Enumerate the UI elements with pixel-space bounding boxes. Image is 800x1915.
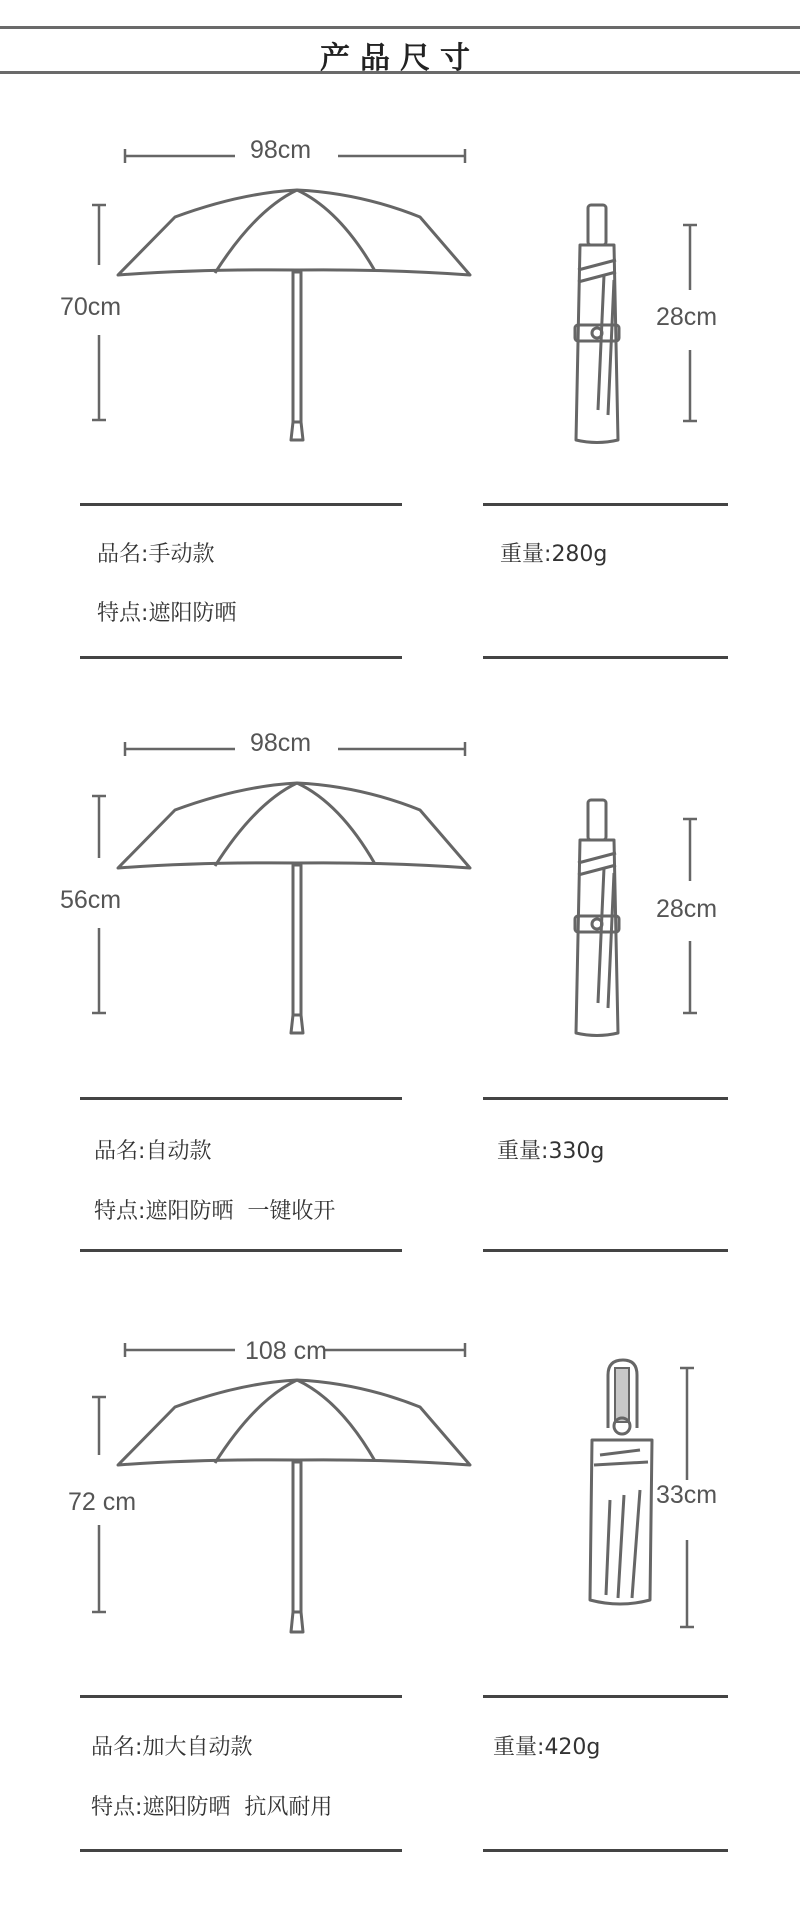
divider xyxy=(80,1097,402,1100)
product-section-large-auto xyxy=(0,1300,800,1860)
folded-umbrella-diagram xyxy=(570,703,740,1043)
folded-umbrella-diagram xyxy=(570,1300,740,1640)
folded-umbrella-diagram xyxy=(570,110,740,450)
width-dimension-label: 98cm xyxy=(250,136,312,164)
folded-length-label: 33cm xyxy=(656,1481,718,1509)
folded-length-label: 28cm xyxy=(656,303,718,331)
divider xyxy=(80,1249,402,1252)
divider xyxy=(483,1249,728,1252)
divider xyxy=(483,503,728,506)
height-dimension-label: 72 cm xyxy=(68,1488,137,1516)
divider xyxy=(483,1097,728,1100)
divider xyxy=(80,503,402,506)
height-dimension-label: 70cm xyxy=(60,293,122,321)
folded-length-label: 28cm xyxy=(656,895,718,923)
handle-grip xyxy=(615,1368,629,1422)
product-feature: 特点:遮阳防晒 一键收开 xyxy=(94,1199,336,1224)
product-weight: 重量:330g xyxy=(497,1139,605,1164)
divider xyxy=(483,656,728,659)
divider xyxy=(80,656,402,659)
product-section-auto xyxy=(0,703,800,1263)
product-weight: 重量:420g xyxy=(493,1735,601,1760)
width-dimension-label: 108 cm xyxy=(245,1337,327,1365)
product-section-manual xyxy=(0,110,800,670)
divider xyxy=(80,1849,402,1852)
product-feature: 特点:遮阳防晒 xyxy=(97,601,237,626)
height-dimension-label: 56cm xyxy=(60,886,122,914)
product-weight: 重量:280g xyxy=(500,542,608,567)
width-dimension-label: 98cm xyxy=(250,729,312,757)
divider xyxy=(483,1849,728,1852)
divider xyxy=(483,1695,728,1698)
product-feature: 特点:遮阳防晒 抗风耐用 xyxy=(91,1795,333,1820)
product-name: 品名:自动款 xyxy=(94,1139,212,1164)
divider xyxy=(80,1695,402,1698)
product-name: 品名:加大自动款 xyxy=(91,1735,253,1760)
product-name: 品名:手动款 xyxy=(97,542,215,567)
page-title: 产品尺寸 xyxy=(320,41,480,76)
